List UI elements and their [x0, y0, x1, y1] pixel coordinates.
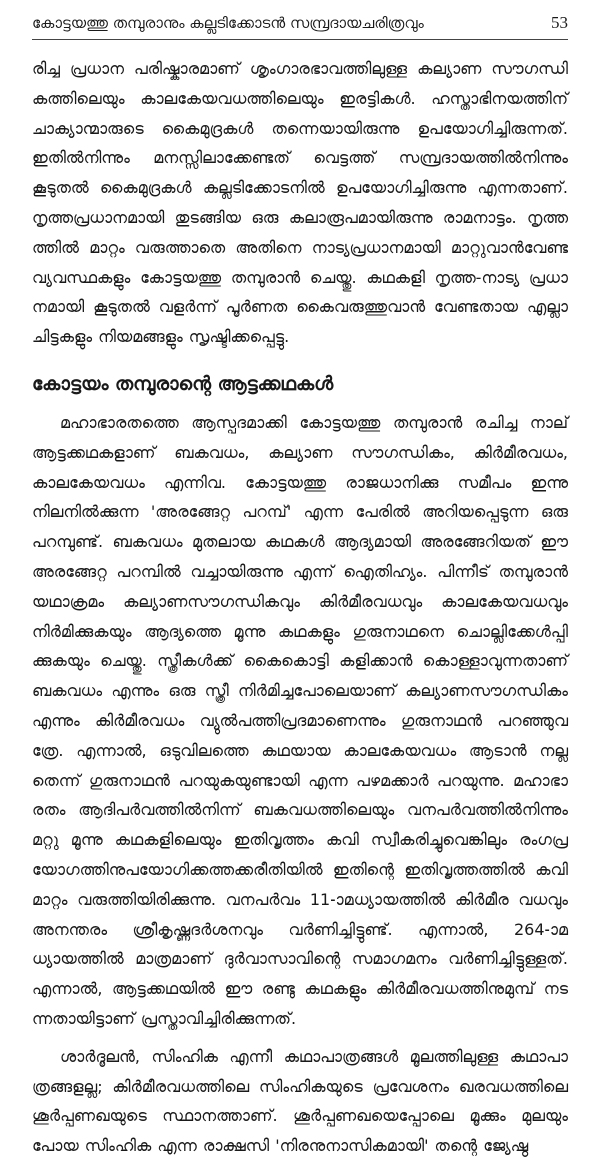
page-number: 53: [551, 13, 568, 32]
section-heading: കോട്ടയം തമ്പുരാന്റെ ആട്ടക്കഥകൾ: [32, 372, 334, 395]
body-paragraph: ശാർദൂലൻ, സിംഹിക എന്നീ കഥാപാത്രങ്ങൾ മൂലത്തിലുള്ള കഥാപാ ത്രങ്ങളല്ല; കിർമീരവധത്തിലെ സിംഹികയുടെ പ്രവേശനം ഖരവധത്തിലെ ശൂർപ്പണഖയുടെ സ്ഥാനത്താണ്. ശൂർപ്പണഖയെപ്പോലെ മൂക്കും മുലയും പോയ സിംഹിക എന്ന രാക്ഷസി 'നിരനുനാസികമായി' തന്റെ ജ്യേഷ്ഠ: [32, 1046, 568, 1156]
running-title: കോട്ടയത്തു തമ്പുരാനും കല്ലടിക്കോടൻ സമ്പ്രദായചരിത്രവും: [32, 14, 424, 32]
body-paragraph-continued: രിച്ച പ്രധാന പരിഷ്കാരമാണ് ശൃംഗാരഭാവത്തിലുള്ള കല്യാണ സൗഗന്ധി കത്തിലെയും കാലകേയവധത്തിലെയും ഇരട്ടികൾ. ഹസ്താഭിനയത്തിന് ചാക്യാന്മാരുടെ കൈമുദ്രകൾ തന്നെയായിരുന്നു ഉപയോഗിച്ചിരുന്നത്. ഇതിൽനിന്നും മനസ്സിലാക്കേണ്ടത് വെട്ടത്ത് സമ്പ്രദായത്തിൽനിന്നും കൂടുതൽ കൈമുദ്രകൾ കല്ലടിക്കോടനിൽ ഉപയോഗിച്ചിരുന്നു എന്നതാണ്. നൃത്തപ്രധാനമായി തുടങ്ങിയ ഒരു കലാരൂപമായിരുന്നു രാമനാട്ടം. നൃത്ത ത്തിൽ മാറ്റം വരുത്താതെ അതിനെ നാട്യപ്രധാനമായി മാറ്റുവാൻവേണ്ട വ്യവസ്ഥകളും കോട്ടയത്തു തമ്പുരാൻ ചെയ്തു. കഥകളി നൃത്ത-നാട്യ പ്രധാ നമായി കൂടുതൽ വളർന്ന് പൂർണത കൈവരുത്തുവാൻ വേണ്ടതായ എല്ലാ ചിട്ടകളും നിയമങ്ങളും സൃഷ്ടിക്കപ്പെട്ടു.: [32, 59, 568, 347]
body-paragraph: മഹാഭാരതത്തെ ആസ്പദമാക്കി കോട്ടയത്തു തമ്പുരാൻ രചിച്ച നാല് ആട്ടക്കഥകളാണ് ബകവധം, കല്യാണ സൗഗന്ധികം, കിർമീരവധം, കാലകേയവധം എന്നിവ. കോട്ടയത്തു രാജധാനിക്കു സമീപം ഇന്നു നിലനിൽക്കുന്ന 'അരങ്ങേറ്റ പറമ്പ്' എന്ന പേരിൽ അറിയപ്പെടുന്ന ഒരു പറമ്പുണ്ട്. ബകവധം മുതലായ കഥകൾ ആദ്യമായി അരങ്ങേറിയത് ഈ അരങ്ങേറ്റ പറമ്പിൽ വച്ചായിരുന്നു എന്ന് ഐതിഹ്യം. പിന്നീട് തമ്പുരാൻ യഥാക്രമം കല്യാണസൗഗന്ധികവും കിർമീരവധവും കാലകേയവധവും നിർമിക്കുകയും ആദ്യത്തെ മൂന്നു കഥകളും ഗുരുനാഥനെ ചൊല്ലിക്കേൾപ്പി ക്കുകയും ചെയ്തു. സ്ത്രീകൾക്ക് കൈകൊട്ടി കളിക്കാൻ കൊള്ളാവുന്നതാണ് ബകവധം എന്നും ഒരു സ്ത്രീ നിർമിച്ചപോലെയാണ് കല്യാണസൗഗന്ധികം എന്നും കിർമീരവധം വ്യുൽപത്തിപ്രദമാണെന്നും ഗുരുനാഥൻ പറഞ്ഞുവ ത്രേ. എന്നാൽ, ഒടുവിലത്തെ കഥയായ കാലകേയവധം ആടാൻ നല്ല തെന്ന് ഗുരുനാഥൻ പറയുകയുണ്ടായി എന്ന പഴമക്കാർ പറയുന്നു. മഹാഭാ രതം ആദിപർവത്തിൽനിന്ന് ബകവധത്തിലെയും വനപർവത്തിൽനിന്നും മറ്റു മൂന്നു കഥകളിലെയും ഇതിവൃത്തം കവി സ്വീകരിച്ചുവെങ്കിലും രംഗപ്ര യോഗത്തിനുപയോഗിക്കത്തക്കരീതിയിൽ ഇതിന്റെ ഇതിവൃത്തത്തിൽ കവി മാറ്റം വരുത്തിയിരിക്കുന്നു. വനപർവം 11-ാമധ്യായത്തിൽ കിർമീര വധവും അനന്തരം ശ്രീകൃഷ്ണദർശനവും വർണിച്ചിട്ടുണ്ട്. എന്നാൽ, 264-ാമ ധ്യായത്തിൽ മാത്രമാണ് ദുർവാസാവിന്റെ സമാഗമനം വർണിച്ചിട്ടുള്ളത്. എന്നാൽ, ആട്ടക്കഥയിൽ ഈ രണ്ടു കഥകളും കിർമീരവധത്തിനുമുമ്പ് നട ന്നതായിട്ടാണ് പ്രസ്താവിച്ചിരിക്കുന്നത്.: [32, 412, 568, 1028]
running-header: [32, 12, 568, 40]
